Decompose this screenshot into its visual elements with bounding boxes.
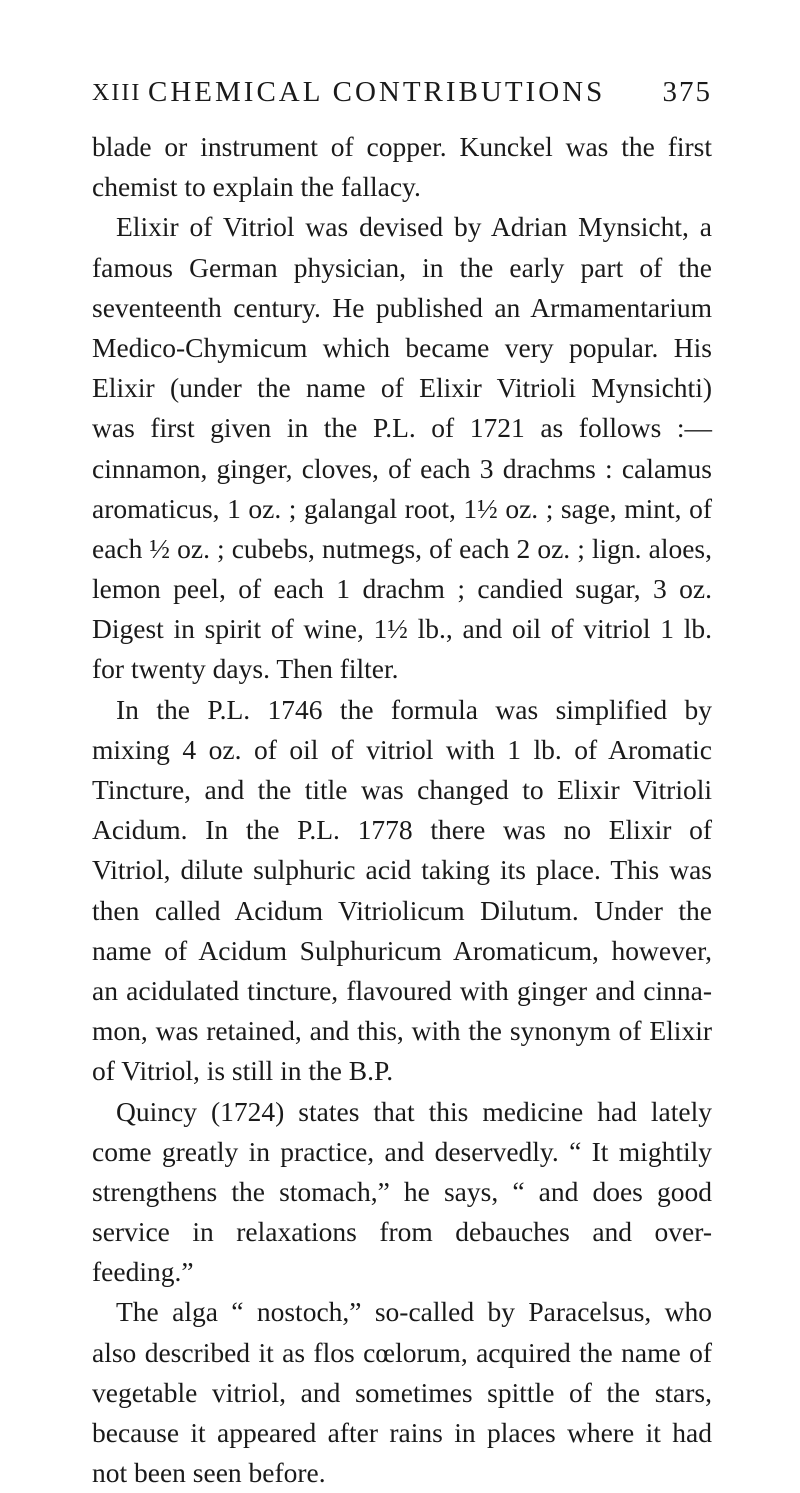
text-line: famous German physician, in the early part of the — [92, 251, 712, 283]
text-line: Digest in spirit of wine, 1½ lb., and oil of vitriol 1 lb. — [92, 613, 712, 645]
text-line: chemist to explain the fallacy. — [92, 171, 421, 203]
text-line: come greatly in practice, and deservedly. “ It mightily — [92, 1135, 712, 1167]
text-line: mon, was retained, and this, with the synonym of Elixir — [92, 1015, 712, 1047]
text-line: name of Acidum Sulphuricum Aromaticum, however, — [92, 934, 712, 966]
text-line: Medico-Chymicum which became very popular. His — [92, 331, 712, 363]
text-line: vegetable vitriol, and sometimes spittle of the stars, — [92, 1376, 712, 1408]
text-line: not been seen before. — [92, 1457, 326, 1489]
text-line: The alga “ nostoch,” so-called by Paracelsus, who — [116, 1296, 712, 1328]
text-line: for twenty days. Then filter. — [92, 653, 399, 685]
text-line: Elixir of Vitriol was devised by Adrian Mynsicht, a — [116, 211, 712, 243]
text-line: Tincture, and the title was changed to Elixir Vitrioli — [92, 774, 712, 805]
text-line: because it appeared after rains in places where it had — [92, 1417, 712, 1448]
running-title: CHEMICAL CONTRIBUTIONS — [148, 76, 606, 108]
text-line: an acidulated tincture, flavoured with ginger and cinna- — [92, 974, 712, 1006]
text-line: mixing 4 oz. of oil of vitriol with 1 lb. of Aromatic — [92, 733, 712, 765]
page-number: 375 — [662, 76, 712, 108]
running-header — [92, 76, 712, 126]
text-line: each ½ oz. ; cubebs, nutmegs, of each 2 oz. ; lign. aloes, — [92, 532, 712, 564]
text-line: strengthens the stomach,” he says, “ and does good — [92, 1175, 712, 1207]
text-line: Vitriol, dilute sulphuric acid taking its place. This was — [92, 854, 712, 886]
text-line: cinnamon, ginger, cloves, of each 3 drachms : calamus — [92, 452, 712, 484]
text-line: feeding.” — [92, 1256, 194, 1288]
chapter-number: XIII — [92, 80, 142, 106]
text-line: service in relaxations from debauches and over- — [92, 1216, 712, 1248]
text-line: seventeenth century. He published an Armamentarium — [92, 291, 712, 323]
text-line: of Vitriol, is still in the B.P. — [92, 1055, 394, 1087]
text-line: Acidum. In the P.L. 1778 there was no Elixir of — [92, 814, 712, 846]
text-line: also described it as flos cœlorum, acquired the name of — [92, 1336, 712, 1368]
text-line: then called Acidum Vitriolicum Dilutum. Under the — [92, 894, 712, 926]
text-line: was first given in the P.L. of 1721 as follows :— — [92, 412, 712, 444]
text-line: Quincy (1724) states that this medicine had lately — [116, 1095, 712, 1127]
body-text — [92, 127, 712, 1493]
text-line: aromaticus, 1 oz. ; galangal root, 1½ oz. ; sage, mint, of — [92, 492, 712, 524]
text-line: In the P.L. 1746 the formula was simplified by — [116, 693, 712, 725]
text-line: Elixir (under the name of Elixir Vitrioli Mynsichti) — [92, 372, 712, 404]
text-line: lemon peel, of each 1 drachm ; candied sugar, 3 oz. — [92, 573, 712, 605]
text-line: blade or instrument of copper. Kunckel was the first — [92, 131, 712, 162]
